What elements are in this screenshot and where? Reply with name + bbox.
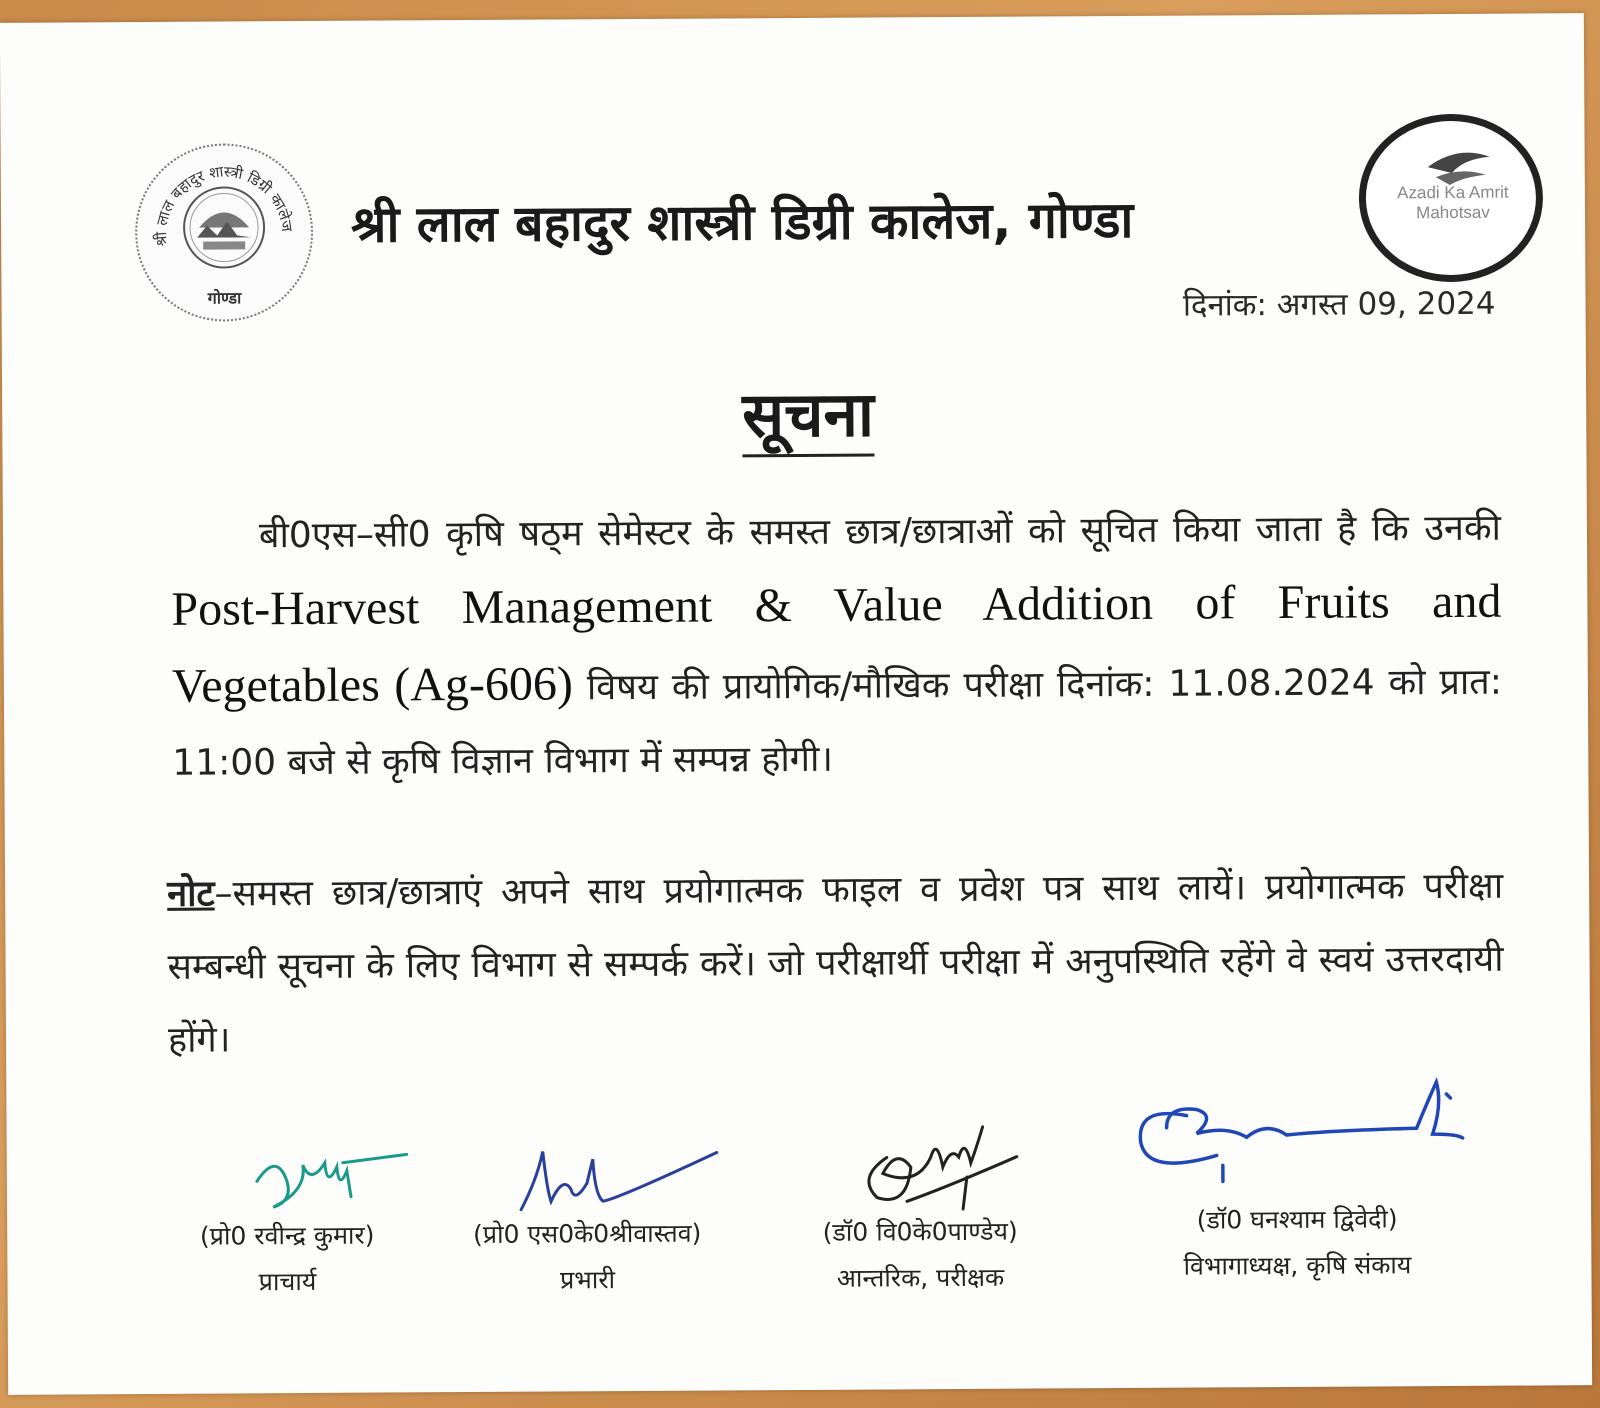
subject-english: Post-Harvest Management & Value Addition of Fruits and Vegetables (Ag-606)	[171, 574, 1502, 713]
notice-note	[167, 850, 1504, 1077]
signatory-principal	[157, 1212, 418, 1306]
note-label: नोट	[167, 873, 215, 915]
paragraph-hindi-part1: बी0एस–सी0 कृषि षठ्म सेमेस्टर के समस्त छात्र/छात्राओं को सूचित किया जाता है कि उनकी	[258, 507, 1502, 557]
azadi-ka-amrit-mahotsav-logo-icon	[1358, 113, 1543, 282]
signatory-name: (प्रो0 एस0के0श्रीवास्तव)	[473, 1218, 702, 1249]
signatory-title: प्राचार्य	[258, 1266, 317, 1297]
signatory-title: प्रभारी	[559, 1265, 616, 1295]
college-emblem-logo	[135, 143, 314, 322]
emblem-ring-text: श्री लाल बहादुर शास्त्री डिग्री कालेज	[151, 162, 297, 247]
signature-internal-examiner	[847, 1117, 1028, 1218]
signatory-name: (प्रो0 रवीन्द्र कुमार)	[199, 1220, 375, 1251]
signatory-head-of-department	[1137, 1196, 1458, 1290]
signatory-title: विभागाध्यक्ष, कृषि संकाय	[1183, 1250, 1412, 1281]
signature-head-of-department	[1126, 1064, 1487, 1206]
signature-principal	[247, 1140, 417, 1221]
signatory-name: (डॉ0 घनश्याम द्विवेदी)	[1196, 1204, 1398, 1235]
signatory-incharge	[437, 1210, 738, 1304]
notice-paper	[0, 13, 1592, 1395]
azadi-logo-text: Azadi Ka Amrit Mahotsav	[1397, 182, 1509, 223]
signatory-name: (डॉ0 वि0के0पाण्डेय)	[822, 1216, 1018, 1247]
emblem-bottom-text: गोण्डा	[207, 288, 242, 308]
college-emblem-icon	[137, 145, 312, 320]
notice-date: दिनांक: अगस्त 09, 2024	[1182, 285, 1496, 324]
notice-paragraph	[171, 492, 1503, 800]
college-name: श्री लाल बहादुर शास्त्री डिग्री कालेज, गोण्डा	[350, 190, 1134, 254]
notice-heading: सूचना	[742, 378, 874, 458]
signatory-title: आन्तरिक, परीक्षक	[836, 1262, 1005, 1293]
note-body: –समस्त छात्र/छात्राएं अपने साथ प्रयोगात्मक फाइल व प्रवेश पत्र साथ लायें। प्रयोगात्मक परीक्षा सम्बन्धी सूचना के लिए विभाग से सम्पर्क करें। जो परीक्षार्थी परीक्षा में अनुपस्थिति रहेंगे वे स्वयं उत्तरदायी होंगे।	[167, 865, 1504, 1061]
signatory-internal-examiner	[785, 1208, 1056, 1302]
paragraph-hindi-part2: विषय की प्रायोगिक/मौखिक परीक्षा दिनांक: 11.08.2024 को प्रात: 11:00 बजे से कृषि विज्ञान विभाग में सम्पन्न होगी।	[172, 661, 1503, 784]
